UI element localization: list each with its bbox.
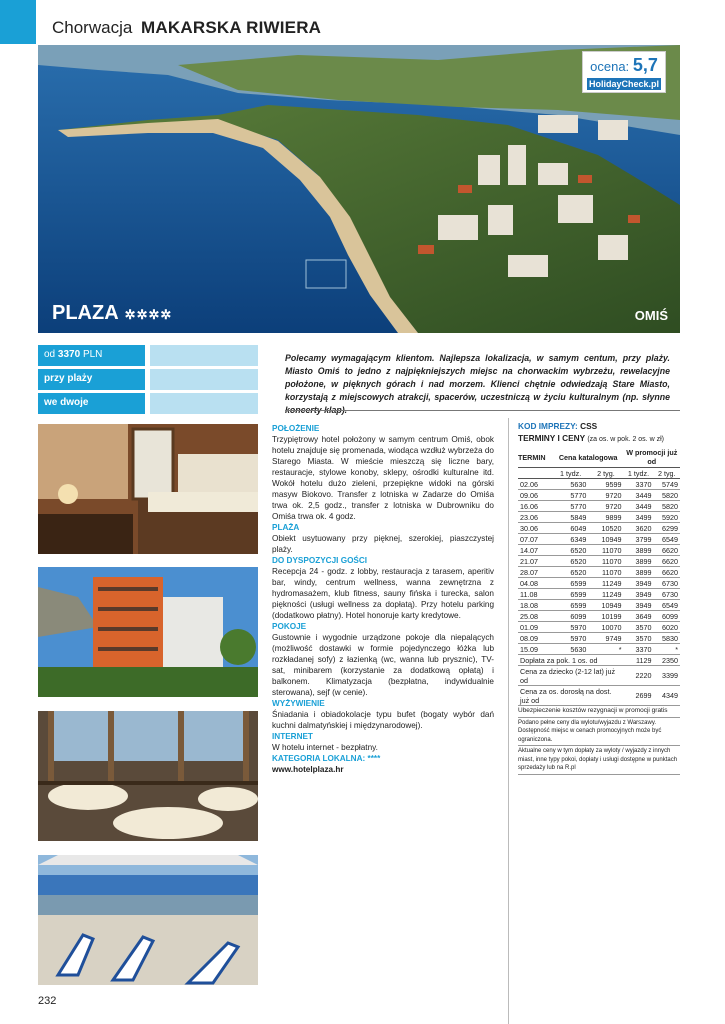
price-date: 30.06	[518, 523, 553, 534]
extra-price: 4349	[654, 686, 680, 706]
extra-label: Dopłata za pok. 1 os. od	[518, 655, 624, 666]
extra-price: 1129	[624, 655, 654, 666]
price-cell: 5820	[654, 490, 680, 501]
hotel-website-link[interactable]: www.hotelplaza.hr	[272, 765, 344, 774]
price-cell: 9720	[588, 490, 623, 501]
price-cell: 3799	[624, 534, 654, 545]
price-row	[518, 545, 680, 556]
rooms-heading: POKOJE	[272, 622, 307, 631]
column-divider	[508, 418, 509, 1024]
terms-note: (za os. w pok. 2 os. w zł)	[587, 436, 664, 443]
price-date: 28.07	[518, 567, 553, 578]
beach-text: Obiekt usytuowany przy pięknej, szerokiej, piaszczystej plaży.	[272, 534, 494, 554]
page-number: 232	[38, 995, 57, 1007]
price-cell: 6599	[553, 589, 589, 600]
price-date: 01.09	[518, 622, 553, 633]
rating-score	[583, 55, 665, 76]
price-cell: 5820	[654, 501, 680, 512]
subheader-cell: 1 tydz.	[624, 468, 654, 479]
subheader-empty	[518, 468, 553, 479]
price-cell: 6520	[553, 567, 589, 578]
tag-price-row	[38, 345, 258, 366]
extra-price: 2699	[624, 686, 654, 706]
price-row	[518, 633, 680, 644]
photo-room	[38, 424, 258, 554]
price-cell: 6099	[654, 611, 680, 622]
terms-title: TERMINY I CENY	[518, 433, 586, 443]
tag-couples-row	[38, 393, 258, 414]
location-text: Trzypiętrowy hotel położony w samym centrum Omiś, obok hotelu znajduje się promenada, wiodąca wzdłuż wybrzeża do Starego Miasta. W mieście mieszczą się liczne bary, restauracje, stylowe konoby, sklepy, ośrodki kulturalne itd. Wokół hotelu dużo zieleni, przepiękne widoki na górski masyw Biokovo. Transfer z lotniska w Zadarze do Omiśa trwa ok. 2,5 godz., transfer z lotniska w Dubrowniku do Omiśa trwa ok. 4 godz.	[272, 435, 494, 521]
price-cell: 10520	[588, 523, 623, 534]
price-cell: 11070	[588, 545, 623, 556]
pricing-section	[518, 421, 680, 775]
extra-price: 2350	[654, 655, 680, 666]
rating-label: ocena:	[590, 59, 630, 74]
event-code	[518, 421, 680, 431]
price-cell: 3649	[624, 611, 654, 622]
region-label: MAKARSKA RIWIERA	[141, 18, 322, 37]
tag-filler	[150, 369, 258, 390]
offer-tags	[38, 345, 258, 417]
price-cell: 5970	[553, 633, 589, 644]
price-row	[518, 512, 680, 523]
price-table	[518, 447, 680, 706]
subheader-cell: 2 tyg.	[654, 468, 680, 479]
insurance-note: Ubezpieczenie kosztów rezygnacji w promocji gratis	[518, 706, 680, 718]
price-cell: 6549	[654, 534, 680, 545]
tag-filler	[150, 345, 258, 366]
price-cell: 5830	[654, 633, 680, 644]
event-code-value: CSS	[580, 421, 598, 431]
extra-label: Cena za dziecko (2-12 lat) już od	[518, 666, 624, 686]
price-row	[518, 567, 680, 578]
price-cell: 10949	[588, 534, 623, 545]
price-cell: *	[588, 644, 623, 655]
photo-restaurant	[38, 711, 258, 841]
price-date: 25.08	[518, 611, 553, 622]
hotel-title	[52, 302, 172, 325]
price-cell: 11070	[588, 556, 623, 567]
rating-value: 5,7	[632, 55, 658, 75]
price-cell: 6520	[553, 556, 589, 567]
price-row	[518, 501, 680, 512]
price-cell: 6049	[553, 523, 589, 534]
hotel-name: PLAZA	[52, 302, 119, 324]
price-cell: 5849	[553, 512, 589, 523]
price-cell: 3449	[624, 490, 654, 501]
price-cell: 11070	[588, 567, 623, 578]
tag-price-value: 3370	[57, 349, 81, 360]
price-row	[518, 534, 680, 545]
terrace-illustration	[38, 855, 258, 985]
price-cell: 6349	[553, 534, 589, 545]
price-cell: 6620	[654, 567, 680, 578]
price-cell: 5630	[553, 479, 589, 490]
rooms-text: Gustownie i wygodnie urządzone pokoje dla niepalących (możliwość dostawki w formie pojedynczego łóżka lub rozkładanej sofy) z łazienką (wc, wanna lub prysznic), TV-sat, minibarem (korzystanie za dodatkową opłatą) i balkonem. Klimatyzacja (bezpłatna, indywidualnie sterowana), sejf (w cenie).	[272, 633, 494, 697]
price-cell: 10199	[588, 611, 623, 622]
price-cell: 10070	[588, 622, 623, 633]
price-date: 04.08	[518, 578, 553, 589]
price-cell: 6730	[654, 578, 680, 589]
event-code-label: KOD IMPREZY:	[518, 421, 578, 431]
price-date: 09.06	[518, 490, 553, 501]
room-illustration	[38, 424, 258, 554]
col-term: TERMIN	[518, 447, 553, 468]
extra-price: 3399	[654, 666, 680, 686]
facilities-text: Recepcja 24 - godz. z lobby, restauracja z tarasem, aperitiv bar, windy, centrum wellness, wanna zewnętrzna z hydromasażem, klub fitness, sauny fińska i turecka, salon piękności (usługi wellness za dopłatą). Przy hotelu parking (dodatkowo płatny). Hotel honoruje karty kredytowe.	[272, 567, 494, 620]
rating-brand: HolidayCheck.pl	[588, 79, 660, 89]
price-date: 08.09	[518, 633, 553, 644]
tag-beach: przy plaży	[38, 369, 145, 390]
internet-text: W hotelu internet - bezpłatny.	[272, 743, 378, 752]
photo-terrace	[38, 855, 258, 985]
country-label: Chorwacja	[52, 18, 133, 37]
internet-heading: INTERNET	[272, 732, 313, 741]
price-cell: 3370	[624, 644, 654, 655]
price-table-body	[518, 468, 680, 706]
price-row	[518, 600, 680, 611]
price-cell: 6020	[654, 622, 680, 633]
price-date: 18.08	[518, 600, 553, 611]
terms-heading	[518, 433, 680, 443]
price-cell: 5770	[553, 490, 589, 501]
price-cell: 6620	[654, 556, 680, 567]
price-cell: 6299	[654, 523, 680, 534]
price-note-2: Aktualne ceny w tym dopłaty za wyloty / wyjazdy z innych miast, inne typy pokoi, dopłaty i usługi dostępne w punktach sprzedaży lub na R.pl	[518, 746, 680, 775]
price-cell: 3449	[624, 501, 654, 512]
price-cell: 3899	[624, 567, 654, 578]
tag-price-prefix: od	[44, 349, 56, 360]
price-row	[518, 622, 680, 633]
price-date: 15.09	[518, 644, 553, 655]
price-cell: 9749	[588, 633, 623, 644]
price-cell: 6099	[553, 611, 589, 622]
meals-text: Śniadania i obiadokolacje typu bufet (bogaty wybór dań kuchni dalmatyńskiej i międzynarodowej).	[272, 710, 494, 730]
section-tab	[0, 0, 36, 44]
divider	[285, 410, 680, 411]
category-heading: KATEGORIA LOKALNA: ****	[272, 754, 381, 763]
price-table-subheader	[518, 468, 680, 479]
price-cell: 3949	[624, 578, 654, 589]
price-cell: 6620	[654, 545, 680, 556]
price-cell: 3949	[624, 589, 654, 600]
price-cell: 3570	[624, 622, 654, 633]
hotel-stars: ✲✲✲✲	[124, 307, 173, 322]
price-cell: 5770	[553, 501, 589, 512]
tag-price	[38, 345, 145, 366]
price-cell: *	[654, 644, 680, 655]
price-date: 23.06	[518, 512, 553, 523]
price-cell: 10949	[588, 600, 623, 611]
hotel-description	[272, 423, 494, 775]
subheader-cell: 2 tyg.	[588, 468, 623, 479]
price-cell: 5630	[553, 644, 589, 655]
price-extra-row	[518, 655, 680, 666]
price-date: 21.07	[518, 556, 553, 567]
building-illustration	[38, 567, 258, 697]
price-cell: 5920	[654, 512, 680, 523]
price-date: 07.07	[518, 534, 553, 545]
price-cell: 9899	[588, 512, 623, 523]
col-promo: W promocji już od	[624, 447, 681, 468]
price-cell: 3949	[624, 600, 654, 611]
price-row	[518, 490, 680, 501]
tag-filler	[150, 393, 258, 414]
price-cell: 5749	[654, 479, 680, 490]
price-cell: 5970	[553, 622, 589, 633]
tag-couples: we dwoje	[38, 393, 145, 414]
price-row	[518, 523, 680, 534]
extra-label: Cena za os. dorosłą na dost. już od	[518, 686, 624, 706]
restaurant-illustration	[38, 711, 258, 841]
price-extra-row	[518, 666, 680, 686]
price-cell: 3620	[624, 523, 654, 534]
price-extra-row	[518, 686, 680, 706]
price-cell: 11249	[588, 578, 623, 589]
price-cell: 6730	[654, 589, 680, 600]
price-cell: 6520	[553, 545, 589, 556]
price-cell: 3570	[624, 633, 654, 644]
price-cell: 9599	[588, 479, 623, 490]
tag-beach-row	[38, 369, 258, 390]
photo-building	[38, 567, 258, 697]
hotel-location: OMIŚ	[634, 308, 668, 323]
col-catalog: Cena katalogowa	[553, 447, 624, 468]
price-cell: 3499	[624, 512, 654, 523]
meals-heading: WYŻYWIENIE	[272, 699, 325, 708]
price-row	[518, 644, 680, 655]
location-heading: POŁOŻENIE	[272, 424, 320, 433]
price-date: 02.06	[518, 479, 553, 490]
price-date: 14.07	[518, 545, 553, 556]
price-note-1: Podano pełne ceny dla wylotu/wyjazdu z Warszawy. Dostępność miejsc w cenach promocyjnych może być ograniczona.	[518, 718, 680, 747]
price-cell: 6599	[553, 600, 589, 611]
price-cell: 11249	[588, 589, 623, 600]
price-cell: 6599	[553, 578, 589, 589]
price-row	[518, 589, 680, 600]
price-cell: 3370	[624, 479, 654, 490]
facilities-heading: DO DYSPOZYCJI GOŚCI	[272, 556, 368, 565]
price-table-header	[518, 447, 680, 468]
beach-heading: PLAŻA	[272, 523, 300, 532]
extra-price: 2220	[624, 666, 654, 686]
subheader-cell: 1 tydz.	[553, 468, 589, 479]
intro-text: Polecamy wymagającym klientom. Najlepsza lokalizacja, w samym centum, przy plaży. Miasto Omiś to jedno z najpiękniejszych miejsc na chorwackim wybrzeżu, rewelacyjne położone, w pięknych górach i nad morzem. Klienci chętnie odwiedzają Stare Miasto, korzystają z miejscowych atrakcji, spacerów, uczestniczą w życiu kulturalnym (np. słynne koncerty klap).	[285, 353, 670, 415]
price-row	[518, 578, 680, 589]
page-header	[52, 18, 321, 38]
price-cell: 3899	[624, 545, 654, 556]
price-cell: 9720	[588, 501, 623, 512]
price-row	[518, 479, 680, 490]
price-cell: 3899	[624, 556, 654, 567]
tag-price-currency: PLN	[82, 349, 103, 360]
price-row	[518, 611, 680, 622]
price-cell: 6549	[654, 600, 680, 611]
hero-photo	[38, 45, 680, 333]
price-date: 11.08	[518, 589, 553, 600]
price-date: 16.06	[518, 501, 553, 512]
price-row	[518, 556, 680, 567]
rating-badge	[582, 51, 666, 93]
